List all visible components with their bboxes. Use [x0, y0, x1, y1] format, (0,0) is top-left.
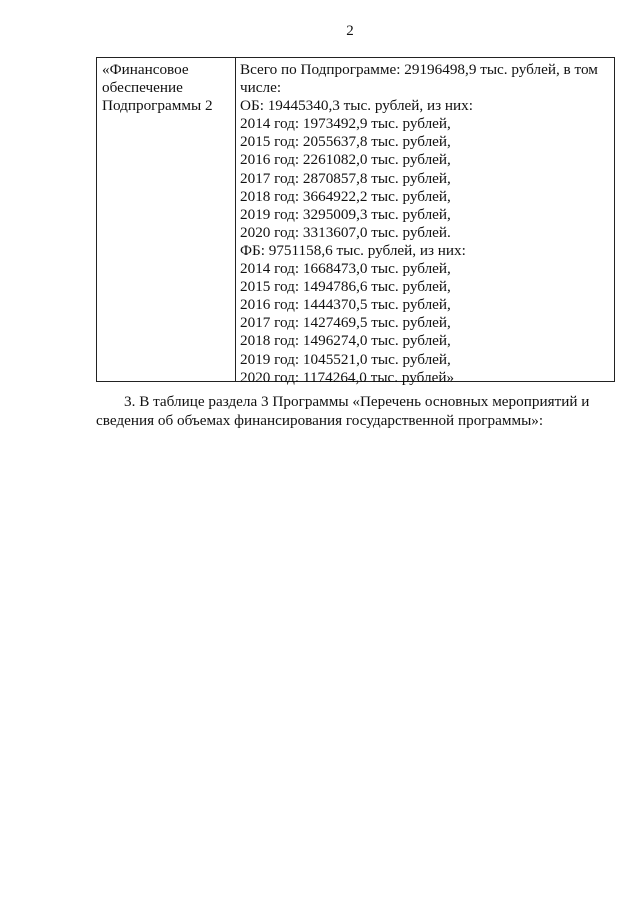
fb-year-line: 2015 год: 1494786,6 тыс. рублей,	[240, 278, 451, 296]
table-right-cell	[236, 58, 614, 386]
fb-year-line: 2018 год: 1496274,0 тыс. рублей,	[240, 332, 451, 350]
body-paragraph	[96, 392, 616, 430]
ob-year-line: 2019 год: 3295009,3 тыс. рублей,	[240, 205, 451, 223]
paragraph-line: 3. В таблице раздела 3 Программы «Перечень основных мероприятий и	[124, 393, 590, 410]
ob-total-line: ОБ: 19445340,3 тыс. рублей, из них:	[240, 97, 473, 115]
table-left-cell	[97, 58, 236, 381]
fb-year-line: 2019 год: 1045521,0 тыс. рублей,	[240, 350, 451, 368]
ob-year-line: 2015 год: 2055637,8 тыс. рублей,	[240, 133, 451, 151]
page-number: 2	[346, 23, 354, 39]
ob-year-line: 2017 год: 2870857,8 тыс. рублей,	[240, 169, 451, 187]
ob-year-line: 2016 год: 2261082,0 тыс. рублей,	[240, 151, 451, 169]
fb-total-line: ФБ: 9751158,6 тыс. рублей, из них:	[240, 241, 466, 259]
financing-table	[96, 57, 615, 386]
total-line-cont: числе:	[240, 79, 282, 97]
ob-year-line: 2020 год: 3313607,0 тыс. рублей.	[240, 223, 451, 241]
ob-year-line: 2018 год: 3664922,2 тыс. рублей,	[240, 187, 451, 205]
left-cell-line: Подпрограммы 2	[102, 97, 213, 115]
total-line: Всего по Подпрограмме: 29196498,9 тыс. рублей, в том	[240, 61, 598, 78]
fb-year-line: 2014 год: 1668473,0 тыс. рублей,	[240, 260, 451, 278]
paragraph-line: сведения об объемах финансирования государственной программы»:	[96, 412, 544, 429]
fb-year-line: 2020 год: 1174264,0 тыс. рублей»	[240, 368, 455, 386]
ob-year-line: 2014 год: 1973492,9 тыс. рублей,	[240, 115, 451, 133]
fb-year-line: 2016 год: 1444370,5 тыс. рублей,	[240, 296, 451, 314]
fb-year-line: 2017 год: 1427469,5 тыс. рублей,	[240, 314, 451, 332]
left-cell-line: «Финансовое	[102, 61, 189, 78]
left-cell-line: обеспечение	[102, 79, 183, 97]
